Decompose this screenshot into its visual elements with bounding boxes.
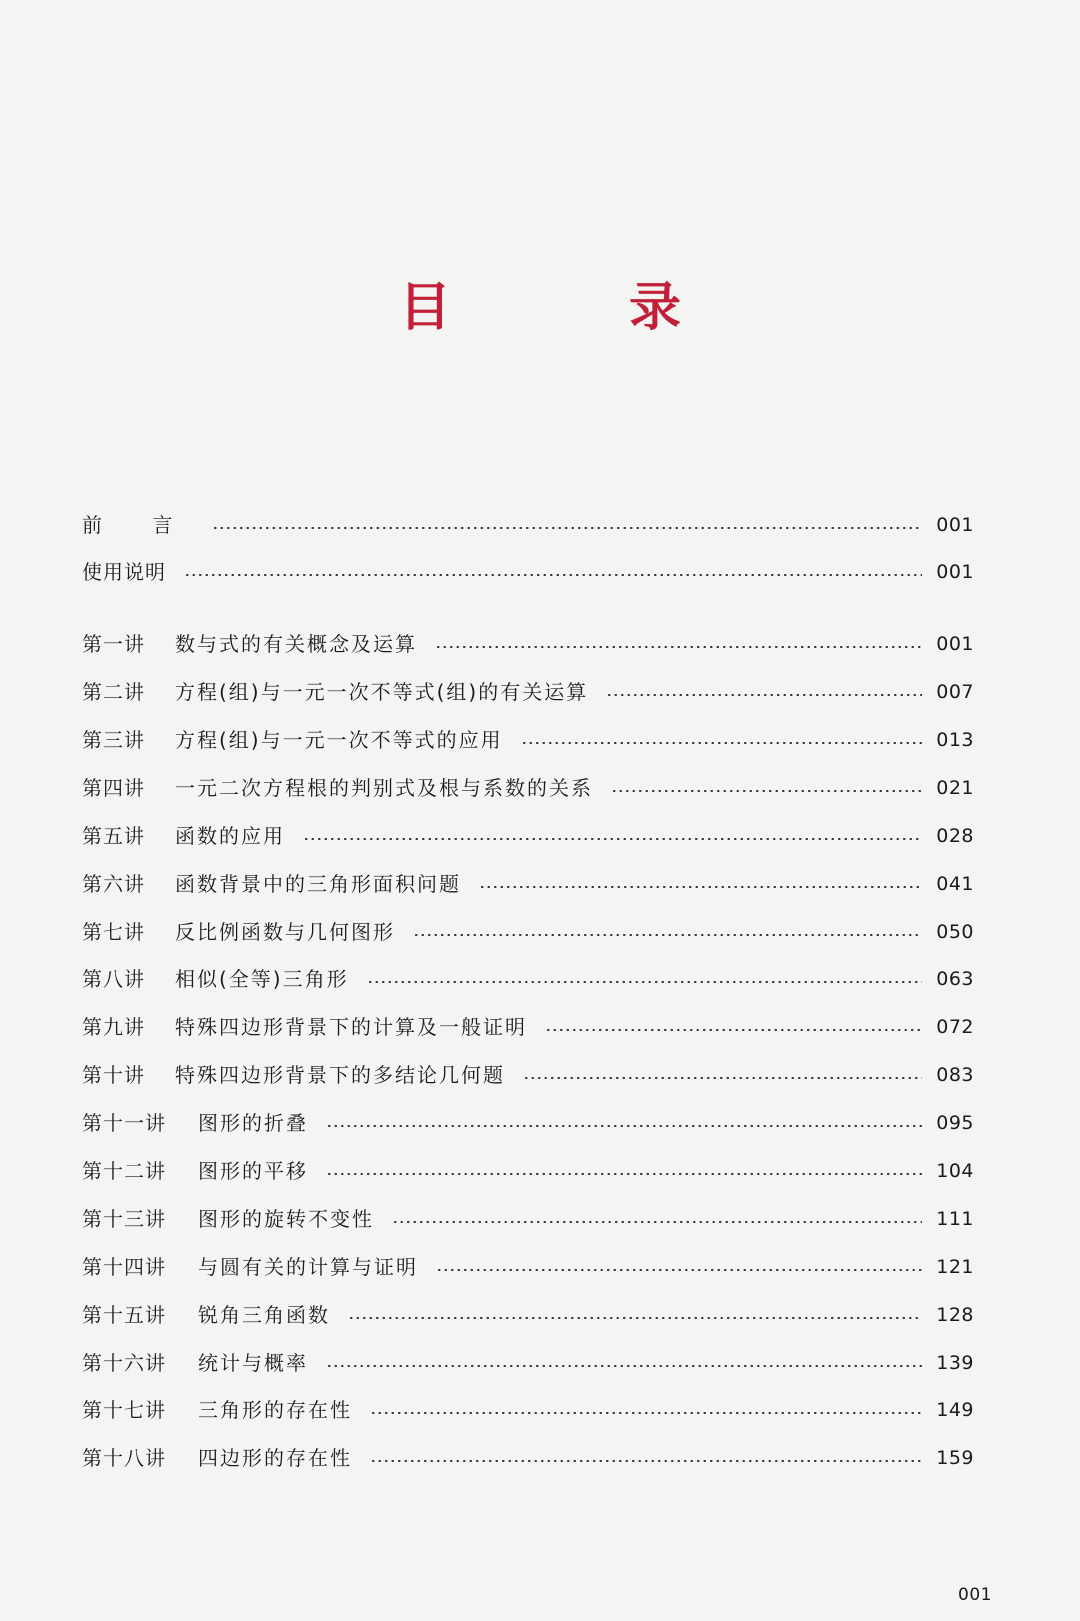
lecture-number: 第十四讲 xyxy=(82,1255,166,1279)
toc-page-number: 007 xyxy=(936,681,974,703)
leader-dots xyxy=(521,742,923,744)
lecture-title: 特殊四边形背景下的计算及一般证明 xyxy=(175,1015,527,1039)
toc-entry-lecture[interactable] xyxy=(82,915,974,949)
lecture-number: 第二讲 xyxy=(82,680,145,704)
toc-page-number: 021 xyxy=(936,777,974,799)
leader-dots xyxy=(606,694,922,696)
lecture-title: 特殊四边形背景下的多结论几何题 xyxy=(175,1063,505,1087)
lecture-number: 第八讲 xyxy=(82,967,145,991)
toc-page-number: 104 xyxy=(936,1160,974,1182)
toc-page-number: 050 xyxy=(936,921,974,943)
toc-entry-lecture[interactable] xyxy=(82,1441,974,1475)
toc-page-number: 028 xyxy=(936,825,974,847)
toc-entry-lecture[interactable] xyxy=(82,1106,974,1140)
toc-page-number: 159 xyxy=(936,1447,974,1469)
toc-entry-lecture[interactable] xyxy=(82,675,974,709)
lecture-title: 图形的旋转不变性 xyxy=(198,1207,374,1231)
lecture-title: 三角形的存在性 xyxy=(198,1398,352,1422)
leader-dots xyxy=(348,1317,922,1319)
toc-page-number: 128 xyxy=(936,1304,974,1326)
lecture-number: 第十八讲 xyxy=(82,1446,166,1470)
lecture-title: 图形的平移 xyxy=(198,1159,308,1183)
lecture-number: 第一讲 xyxy=(82,632,145,656)
lecture-number: 第十一讲 xyxy=(82,1111,166,1135)
toc-page-number: 001 xyxy=(936,514,974,536)
lecture-number: 第四讲 xyxy=(82,776,145,800)
leader-dots xyxy=(184,574,922,576)
leader-dots xyxy=(392,1221,922,1223)
page-title: 目 录 xyxy=(398,278,762,338)
toc-page-number: 072 xyxy=(936,1016,974,1038)
lecture-title: 相似(全等)三角形 xyxy=(175,967,349,991)
leader-dots xyxy=(545,1029,922,1031)
leader-dots xyxy=(479,886,922,888)
toc-entry-lecture[interactable] xyxy=(82,627,974,661)
lecture-number: 第六讲 xyxy=(82,872,145,896)
toc-entry-lecture[interactable] xyxy=(82,819,974,853)
leader-dots xyxy=(367,981,923,983)
toc-page-number: 139 xyxy=(936,1352,974,1374)
page-folio: 001 xyxy=(958,1585,992,1605)
leader-dots xyxy=(303,838,922,840)
leader-dots xyxy=(413,934,922,936)
lecture-title: 方程(组)与一元一次不等式的应用 xyxy=(175,728,503,752)
lecture-title: 方程(组)与一元一次不等式(组)的有关运算 xyxy=(175,680,589,704)
leader-dots xyxy=(326,1365,922,1367)
lecture-title: 函数的应用 xyxy=(175,824,285,848)
toc-entry-preface[interactable] xyxy=(82,508,974,542)
lecture-title: 锐角三角函数 xyxy=(198,1303,330,1327)
toc-page-number: 001 xyxy=(936,561,974,583)
lecture-title: 统计与概率 xyxy=(198,1351,308,1375)
lecture-number: 第十三讲 xyxy=(82,1207,166,1231)
leader-dots xyxy=(435,646,922,648)
lecture-number: 第九讲 xyxy=(82,1015,145,1039)
lecture-title: 反比例函数与几何图形 xyxy=(175,920,395,944)
toc-page-number: 083 xyxy=(936,1064,974,1086)
lecture-number: 第三讲 xyxy=(82,728,145,752)
lecture-number: 第十五讲 xyxy=(82,1303,166,1327)
toc-page-number: 013 xyxy=(936,729,974,751)
toc-entry-label: 前 言 xyxy=(82,513,195,537)
lecture-number: 第七讲 xyxy=(82,920,145,944)
leader-dots xyxy=(370,1460,922,1462)
toc-entry-lecture[interactable] xyxy=(82,723,974,757)
lecture-number: 第五讲 xyxy=(82,824,145,848)
leader-dots xyxy=(523,1077,922,1079)
leader-dots xyxy=(326,1125,922,1127)
leader-dots xyxy=(436,1269,922,1271)
toc-entry-lecture[interactable] xyxy=(82,1010,974,1044)
toc-entry-lecture[interactable] xyxy=(82,867,974,901)
toc-page-number: 041 xyxy=(936,873,974,895)
lecture-title: 四边形的存在性 xyxy=(198,1446,352,1470)
lecture-title: 函数背景中的三角形面积问题 xyxy=(175,872,461,896)
lecture-number: 第十二讲 xyxy=(82,1159,166,1183)
lecture-title: 与圆有关的计算与证明 xyxy=(198,1255,418,1279)
toc-entry-lecture[interactable] xyxy=(82,1393,974,1427)
leader-dots xyxy=(370,1412,922,1414)
toc-entry-lecture[interactable] xyxy=(82,1298,974,1332)
toc-entry-lecture[interactable] xyxy=(82,1346,974,1380)
toc-entry-instructions[interactable] xyxy=(82,555,974,589)
leader-dots xyxy=(326,1173,922,1175)
toc-entry-lecture[interactable] xyxy=(82,1154,974,1188)
lecture-number: 第十六讲 xyxy=(82,1351,166,1375)
toc-entry-lecture[interactable] xyxy=(82,1202,974,1236)
toc-entry-label: 使用说明 xyxy=(82,560,166,584)
toc-entry-lecture[interactable] xyxy=(82,1058,974,1092)
toc-entry-lecture[interactable] xyxy=(82,771,974,805)
leader-dots xyxy=(212,527,922,529)
toc-page-number: 149 xyxy=(936,1399,974,1421)
toc-entry-lecture[interactable] xyxy=(82,1250,974,1284)
lecture-number: 第十讲 xyxy=(82,1063,145,1087)
toc-page-number: 111 xyxy=(936,1208,974,1230)
toc-page-number: 063 xyxy=(936,968,974,990)
toc-entry-lecture[interactable] xyxy=(82,962,974,996)
toc-page-number: 001 xyxy=(936,633,974,655)
lecture-title: 数与式的有关概念及运算 xyxy=(175,632,417,656)
toc-page-number: 121 xyxy=(936,1256,974,1278)
lecture-title: 图形的折叠 xyxy=(198,1111,308,1135)
toc-page-number: 095 xyxy=(936,1112,974,1134)
lecture-title: 一元二次方程根的判别式及根与系数的关系 xyxy=(175,776,593,800)
lecture-number: 第十七讲 xyxy=(82,1398,166,1422)
leader-dots xyxy=(611,790,922,792)
